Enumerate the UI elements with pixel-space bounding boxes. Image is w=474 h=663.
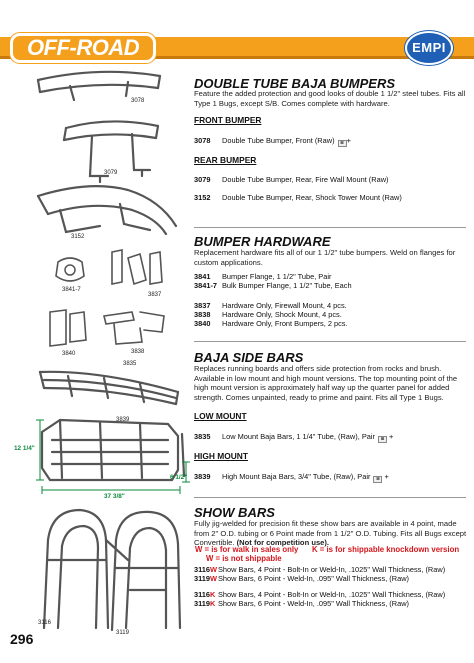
- front-bumper-plates-drawing: [50, 310, 86, 346]
- figure-label-3152: 3152: [71, 234, 85, 240]
- figure-label-3119: 3119: [116, 630, 129, 636]
- legend-walk-in: W = is for walk in sales only: [195, 545, 299, 554]
- part-suffix: W: [210, 565, 218, 574]
- part-number: 3837: [194, 301, 211, 310]
- part-number: 3841: [194, 272, 211, 281]
- product-row: [194, 193, 402, 203]
- figure-label-3116: 3116: [38, 620, 51, 626]
- part-number-base: 3119: [194, 599, 211, 608]
- low-mount-label: LOW MOUNT: [194, 411, 247, 421]
- part-number-base: 3116: [194, 590, 211, 599]
- dimension-height: 12 1/4": [14, 445, 35, 452]
- legend-not-shippable: W = is not shippable: [206, 554, 282, 563]
- part-desc: Low Mount Baja Bars, 1 1/4" Tube, (Raw), Pair: [222, 432, 375, 441]
- part-desc: Bulk Bumper Flange, 1 1/2" Tube, Each: [222, 281, 352, 290]
- figure-label-3840: 3840: [62, 351, 76, 357]
- baja-bumpers-desc: Feature the added protection and good looks of double 1 1/2" steel tubes. Fits all Type 1 Bugs, except S/B. Comes complete with hardware.: [194, 89, 466, 108]
- product-row: 3835 Low Mount Baja Bars, 1 1/4" Tube, (Raw), Pair ◙ +: [194, 432, 394, 442]
- part-number: 3835: [194, 432, 211, 441]
- part-desc: Hardware Only, Shock Mount, 4 pcs.: [222, 310, 342, 319]
- part-suffix: K: [210, 590, 216, 599]
- front-bumper-drawing: [38, 72, 160, 100]
- part-number: [194, 574, 218, 584]
- show-bar-6point-drawing: [112, 512, 180, 630]
- product-row: [194, 599, 409, 609]
- dimension-lines: [36, 420, 190, 494]
- part-number: 3838: [194, 310, 211, 319]
- side-bars-desc: Replaces running boards and offers side protection from rocks and brush. Available in low mount and high mount versions. The top mounting point of the high mount version is approximately half way up the quarter panel for added strength. Comes unpainted, ready to prime and paint. Fits all Type 1 Bugs.: [194, 364, 458, 402]
- section-title: OFF-ROAD: [10, 33, 156, 63]
- figure-label-3841-7: 3841-7: [62, 287, 81, 293]
- firewall-bracket-drawing: [112, 250, 162, 284]
- baja-bumpers-title: DOUBLE TUBE BAJA BUMPERS: [194, 76, 396, 91]
- part-desc: High Mount Baja Bars, 3/4" Tube, (Raw), Pair: [222, 472, 371, 481]
- part-number-base: 3116: [194, 565, 211, 574]
- part-desc: Show Bars, 6 Point - Weld-In, .095" Wall Thickness, (Raw): [218, 599, 410, 608]
- part-number: 3841-7: [194, 281, 218, 290]
- part-desc: Hardware Only, Firewall Mount, 4 pcs.: [222, 301, 347, 310]
- camera-icon: ◙: [338, 140, 347, 147]
- front-bumper-label: FRONT BUMPER: [194, 115, 262, 125]
- high-mount-side-bars-drawing: [42, 420, 184, 480]
- part-number-base: 3119: [194, 574, 211, 583]
- part-number: 3839: [194, 472, 211, 481]
- figure-label-3839: 3839: [116, 417, 130, 423]
- divider: [194, 497, 466, 498]
- product-row: [194, 574, 409, 584]
- dimension-width: 37 3/8": [104, 493, 125, 500]
- part-number: [194, 599, 218, 609]
- part-desc: Double Tube Bumper, Front (Raw): [222, 136, 335, 145]
- product-row: 3839 High Mount Baja Bars, 3/4" Tube, (Raw), Pair ◙ +: [194, 472, 389, 482]
- figure-label-3078: 3078: [131, 98, 145, 104]
- part-number: 3152: [194, 193, 211, 202]
- product-row: [194, 319, 348, 329]
- show-bars-desc: [194, 519, 469, 548]
- part-number: 3840: [194, 319, 211, 328]
- side-bars-title: BAJA SIDE BARS: [194, 350, 304, 365]
- dimension-depth: 6 1/2": [170, 474, 188, 481]
- part-desc: Show Bars, 4 Point - Bolt-In or Weld-In, .1025" Wall Thickness, (Raw): [218, 590, 446, 599]
- show-bars-desc-text: Fully jig-welded for precision fit these show bars are available in 4 point, made from 2" O.D. tubing or 6 Point made from 1 1/2" O.D. Tubing. Fits all Bugs except Convertible.: [194, 519, 467, 548]
- flange-drawing: [56, 258, 84, 281]
- figure-label-3838: 3838: [131, 349, 145, 355]
- part-desc: Show Bars, 4 Point - Bolt-In or Weld-In, .1025" Wall Thickness, (Raw): [218, 565, 446, 574]
- rear-bumper-3152-drawing: [38, 186, 176, 234]
- camera-icon: ◙: [373, 476, 382, 483]
- show-bars-title: SHOW BARS: [194, 505, 275, 520]
- high-mount-label: HIGH MOUNT: [194, 451, 248, 461]
- figure-label-3835: 3835: [123, 361, 137, 367]
- part-number: 3078: [194, 136, 211, 145]
- part-suffix: W: [210, 574, 218, 583]
- legend-knockdown: K = is for shippable knockdown version: [312, 545, 460, 554]
- show-bars-warning: (Not for competition use).: [236, 538, 330, 548]
- bumper-hardware-title: BUMPER HARDWARE: [194, 234, 331, 249]
- divider: [194, 227, 466, 228]
- camera-icon: ◙: [378, 436, 387, 443]
- figure-label-3079: 3079: [104, 170, 118, 176]
- product-row: [194, 175, 389, 185]
- part-desc: Double Tube Bumper, Rear, Shock Tower Mount (Raw): [222, 193, 402, 202]
- low-mount-side-bars-drawing: [40, 372, 178, 404]
- bumper-hardware-desc: Replacement hardware fits all of our 1 1/2" tube bumpers. Weld on flanges for custom applications.: [194, 248, 456, 267]
- product-row: 3078 Double Tube Bumper, Front (Raw) ◙ +: [194, 136, 351, 146]
- page-number: 296: [10, 631, 34, 647]
- empi-logo: EMPI: [405, 31, 453, 65]
- shock-mount-bracket-drawing: [104, 312, 164, 344]
- part-desc: Hardware Only, Front Bumpers, 2 pcs.: [222, 319, 348, 328]
- product-row: [194, 281, 352, 291]
- divider: [194, 341, 466, 342]
- part-suffix: K: [210, 599, 216, 608]
- part-desc: Double Tube Bumper, Rear, Fire Wall Mount (Raw): [222, 175, 389, 184]
- part-desc: Bumper Flange, 1 1/2" Tube, Pair: [222, 272, 332, 281]
- part-desc: Show Bars, 6 Point - Weld-In, .095" Wall Thickness, (Raw): [218, 574, 410, 583]
- part-number: 3079: [194, 175, 211, 184]
- figure-label-3837: 3837: [148, 292, 162, 298]
- rear-bumper-label: REAR BUMPER: [194, 155, 257, 165]
